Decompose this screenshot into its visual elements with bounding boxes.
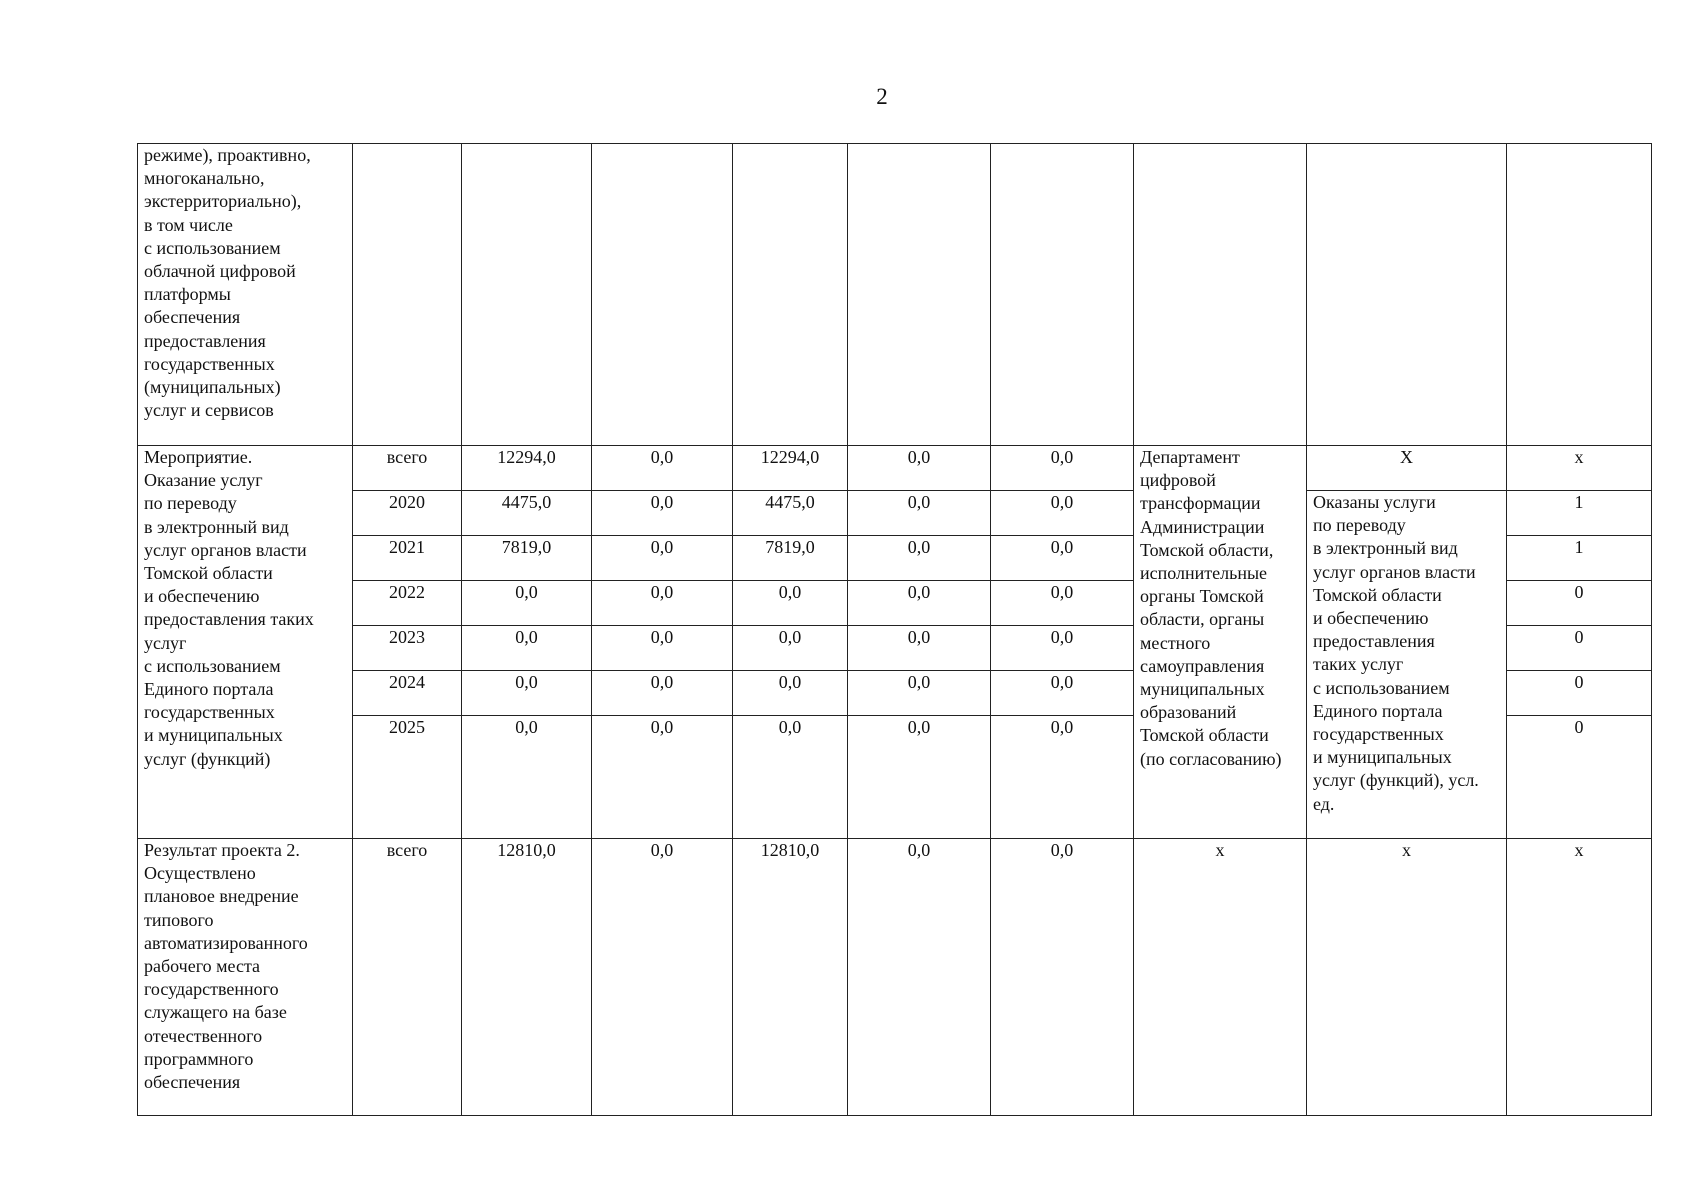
- regional-cell: 7819,0: [733, 536, 848, 581]
- year-cell: 2022: [353, 581, 462, 626]
- total-cell: 12294,0: [462, 446, 592, 491]
- federal-cell: 0,0: [592, 581, 733, 626]
- year-cell: всего: [353, 446, 462, 491]
- empty-cell: [592, 144, 733, 446]
- indicator-total-cell: Х: [1307, 446, 1507, 491]
- total-cell: 4475,0: [462, 491, 592, 536]
- other-cell: 0,0: [991, 716, 1134, 839]
- continuation-text: режиме), проактивно, многоканально, экстерриториально), в том числе с использованием облачной цифровой платформы обеспечения предоставления государственных (муниципальных) услуг и сервисов: [138, 144, 353, 446]
- executor-cell: Департамент цифровой трансформации Администрации Томской области, исполнительные органы Томской области, органы местного самоуправления муниципальных образований Томской области (по согласованию): [1134, 446, 1307, 839]
- other-cell: 0,0: [991, 536, 1134, 581]
- empty-cell: [1307, 144, 1507, 446]
- total-cell: 0,0: [462, 581, 592, 626]
- indicator-name-cell: Оказаны услуги по переводу в электронный вид услуг органов власти Томской области и обеспечению предоставления таких услуг с использованием Единого портала государственных и муниципальных услуг (функций), усл. ед.: [1307, 491, 1507, 839]
- year-cell: 2021: [353, 536, 462, 581]
- regional-cell: 0,0: [733, 626, 848, 671]
- measure-title: Мероприятие. Оказание услуг по переводу в электронный вид услуг органов власти Томской области и обеспечению предоставления таких услуг с использованием Единого портала государственных и муниципальных услуг (функций): [138, 446, 353, 839]
- continuation-row: [138, 144, 1652, 446]
- total-cell: 7819,0: [462, 536, 592, 581]
- measure-row-2020: [138, 491, 1652, 536]
- indicator-value-cell: 0: [1507, 581, 1652, 626]
- indicator-value-cell: 0: [1507, 716, 1652, 839]
- indicator-value-cell: 1: [1507, 536, 1652, 581]
- federal-cell: 0,0: [592, 536, 733, 581]
- federal-cell: 0,0: [592, 716, 733, 839]
- total-cell: 0,0: [462, 716, 592, 839]
- indicator-value-cell: 0: [1507, 626, 1652, 671]
- federal-cell: 0,0: [592, 491, 733, 536]
- indicator-value-cell: 0: [1507, 671, 1652, 716]
- regional-cell: 0,0: [733, 671, 848, 716]
- other-cell: 0,0: [991, 491, 1134, 536]
- local-cell: 0,0: [848, 671, 991, 716]
- result-row: [138, 839, 1652, 1116]
- measure-row-total: [138, 446, 1652, 491]
- empty-cell: [991, 144, 1134, 446]
- result-title: Результат проекта 2. Осуществлено плановое внедрение типового автоматизированного рабочего места государственного служащего на базе отечественного программного обеспечения: [138, 839, 353, 1116]
- federal-cell: 0,0: [592, 671, 733, 716]
- empty-cell: [1134, 144, 1307, 446]
- other-cell: 0,0: [991, 581, 1134, 626]
- year-cell: 2023: [353, 626, 462, 671]
- local-cell: 0,0: [848, 581, 991, 626]
- regional-cell: 12294,0: [733, 446, 848, 491]
- regional-cell: 4475,0: [733, 491, 848, 536]
- empty-cell: [462, 144, 592, 446]
- indicator-value-cell: х: [1507, 446, 1652, 491]
- other-cell: 0,0: [991, 671, 1134, 716]
- federal-cell: 0,0: [592, 446, 733, 491]
- local-cell: 0,0: [848, 626, 991, 671]
- local-cell: 0,0: [848, 491, 991, 536]
- year-cell: всего: [353, 839, 462, 1116]
- executor-cell: х: [1134, 839, 1307, 1116]
- local-cell: 0,0: [848, 446, 991, 491]
- regional-cell: 12810,0: [733, 839, 848, 1116]
- other-cell: 0,0: [991, 446, 1134, 491]
- total-cell: 0,0: [462, 626, 592, 671]
- federal-cell: 0,0: [592, 839, 733, 1116]
- total-cell: 12810,0: [462, 839, 592, 1116]
- local-cell: 0,0: [848, 716, 991, 839]
- empty-cell: [733, 144, 848, 446]
- page-number: 2: [876, 84, 888, 109]
- indicator-name-cell: х: [1307, 839, 1507, 1116]
- empty-cell: [1507, 144, 1652, 446]
- budget-table: [137, 143, 1652, 1116]
- other-cell: 0,0: [991, 839, 1134, 1116]
- other-cell: 0,0: [991, 626, 1134, 671]
- federal-cell: 0,0: [592, 626, 733, 671]
- year-cell: 2024: [353, 671, 462, 716]
- local-cell: 0,0: [848, 839, 991, 1116]
- local-cell: 0,0: [848, 536, 991, 581]
- indicator-value-cell: х: [1507, 839, 1652, 1116]
- regional-cell: 0,0: [733, 716, 848, 839]
- year-cell: 2025: [353, 716, 462, 839]
- empty-cell: [353, 144, 462, 446]
- empty-cell: [848, 144, 991, 446]
- indicator-value-cell: 1: [1507, 491, 1652, 536]
- total-cell: 0,0: [462, 671, 592, 716]
- regional-cell: 0,0: [733, 581, 848, 626]
- year-cell: 2020: [353, 491, 462, 536]
